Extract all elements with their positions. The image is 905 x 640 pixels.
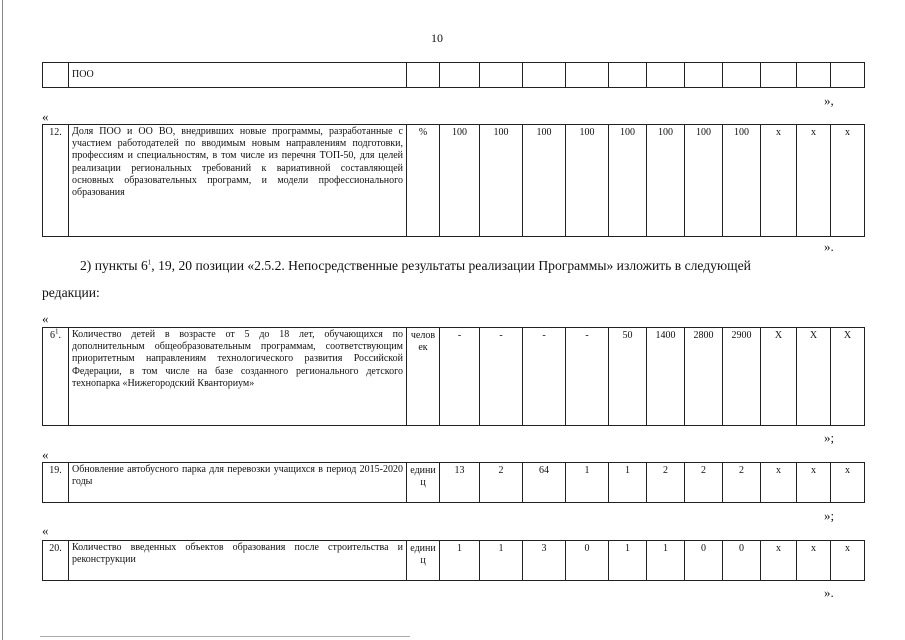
value-cell: 100 xyxy=(723,125,761,237)
scan-left-edge xyxy=(2,0,3,640)
value-cell: х xyxy=(761,125,797,237)
row-number-cell: $6^1$. xyxy=(43,328,69,426)
value-cell: - xyxy=(523,328,566,426)
instruction-paragraph-line2: редакции: xyxy=(42,285,100,300)
closing-quote: ». xyxy=(824,585,834,600)
value-cell: 13 xyxy=(440,463,480,503)
paragraph-superscript: 1 xyxy=(147,258,152,267)
value-cell: - xyxy=(480,328,523,426)
value-cell: 64 xyxy=(523,463,566,503)
value-cell: - xyxy=(566,328,609,426)
value-cell: 2900 xyxy=(723,328,761,426)
value-cell: 100 xyxy=(647,125,685,237)
scan-bottom-edge xyxy=(40,636,410,637)
value-cell: х xyxy=(797,125,831,237)
value-cell: х xyxy=(831,125,865,237)
value-cell: 1 xyxy=(440,541,480,581)
value-cell: х xyxy=(797,541,831,581)
value-cell: х xyxy=(797,463,831,503)
opening-quote: « xyxy=(42,447,49,462)
row-number-cell: 12. xyxy=(43,125,69,237)
unit-cell: человек xyxy=(407,328,440,426)
value-cell: 2 xyxy=(480,463,523,503)
value-cell: 1 xyxy=(609,463,647,503)
value-cell: х xyxy=(761,463,797,503)
value-cell: 2 xyxy=(647,463,685,503)
instruction-paragraph xyxy=(80,257,860,275)
indicator-name-cell: Количество введенных объектов образования после строительства и реконструкции xyxy=(69,541,407,581)
indicator-name-cell: Количество детей в возрасте от 5 до 18 лет, обучающихся по дополнительным общеобразовательным программам, соответствующим приоритетным направлениям технологического развития Российской Федерации, в том числе на базе созданного регионального детского технопарка «Нижегородский Кванториум» xyxy=(69,328,407,426)
value-cell: 50 xyxy=(609,328,647,426)
closing-quote: ». xyxy=(824,239,834,254)
table-row-20 xyxy=(42,540,865,581)
closing-quote: »; xyxy=(824,430,835,445)
value-cell: 0 xyxy=(723,541,761,581)
unit-cell: единиц xyxy=(407,541,440,581)
value-cell: х xyxy=(761,541,797,581)
value-cell: 100 xyxy=(609,125,647,237)
value-cell: Х xyxy=(797,328,831,426)
indicator-name-cell: Обновление автобусного парка для перевозки учащихся в период 2015-2020 годы xyxy=(69,463,407,503)
opening-quote: « xyxy=(42,523,49,538)
table-fragment-poo xyxy=(42,62,865,88)
table-row-6-1 xyxy=(42,327,865,426)
value-cell: 100 xyxy=(523,125,566,237)
value-cell: 2800 xyxy=(685,328,723,426)
value-cell: 0 xyxy=(685,541,723,581)
value-cell: 100 xyxy=(566,125,609,237)
value-cell: х xyxy=(831,541,865,581)
value-cell: 0 xyxy=(566,541,609,581)
opening-quote: « xyxy=(42,311,49,326)
row-number-cell: 19. xyxy=(43,463,69,503)
unit-cell: единиц xyxy=(407,463,440,503)
value-cell: 100 xyxy=(440,125,480,237)
value-cell: 3 xyxy=(523,541,566,581)
row-number-cell xyxy=(43,63,69,88)
table-row-12 xyxy=(42,124,865,237)
opening-quote: « xyxy=(42,109,49,124)
indicator-name-cell: ПОО xyxy=(69,63,407,88)
value-cell: 1 xyxy=(566,463,609,503)
paragraph-text-part2: , 19, 20 позиции «2.5.2. Непосредственные результаты реализации Программы» изложить в следующей xyxy=(151,258,751,273)
value-cell: Х xyxy=(761,328,797,426)
value-cell: 1 xyxy=(480,541,523,581)
paragraph-text-part1: 2) пункты 6 xyxy=(80,258,148,273)
closing-quote: », xyxy=(824,93,834,108)
value-cell: х xyxy=(831,463,865,503)
value-cell: - xyxy=(440,328,480,426)
value-cell: 100 xyxy=(685,125,723,237)
unit-cell: % xyxy=(407,125,440,237)
page-number: 10 xyxy=(431,31,443,45)
row-number-cell: 20. xyxy=(43,541,69,581)
value-cell: 2 xyxy=(723,463,761,503)
table-row-19 xyxy=(42,462,865,503)
indicator-name-cell: Доля ПОО и ОО ВО, внедривших новые программы, разработанные с участием работодателей по вводимым новым направлениям подготовки, профессиям и специальностям, в том числе из перечня ТОП-50, для целей реализации региональных требований к вариативной составляющей основных образовательных программ, и модели профессионального образования xyxy=(69,125,407,237)
value-cell: 1 xyxy=(647,541,685,581)
value-cell: 2 xyxy=(685,463,723,503)
value-cell: 1400 xyxy=(647,328,685,426)
value-cell: 100 xyxy=(480,125,523,237)
value-cell: Х xyxy=(831,328,865,426)
value-cell: 1 xyxy=(609,541,647,581)
closing-quote: »; xyxy=(824,508,835,523)
